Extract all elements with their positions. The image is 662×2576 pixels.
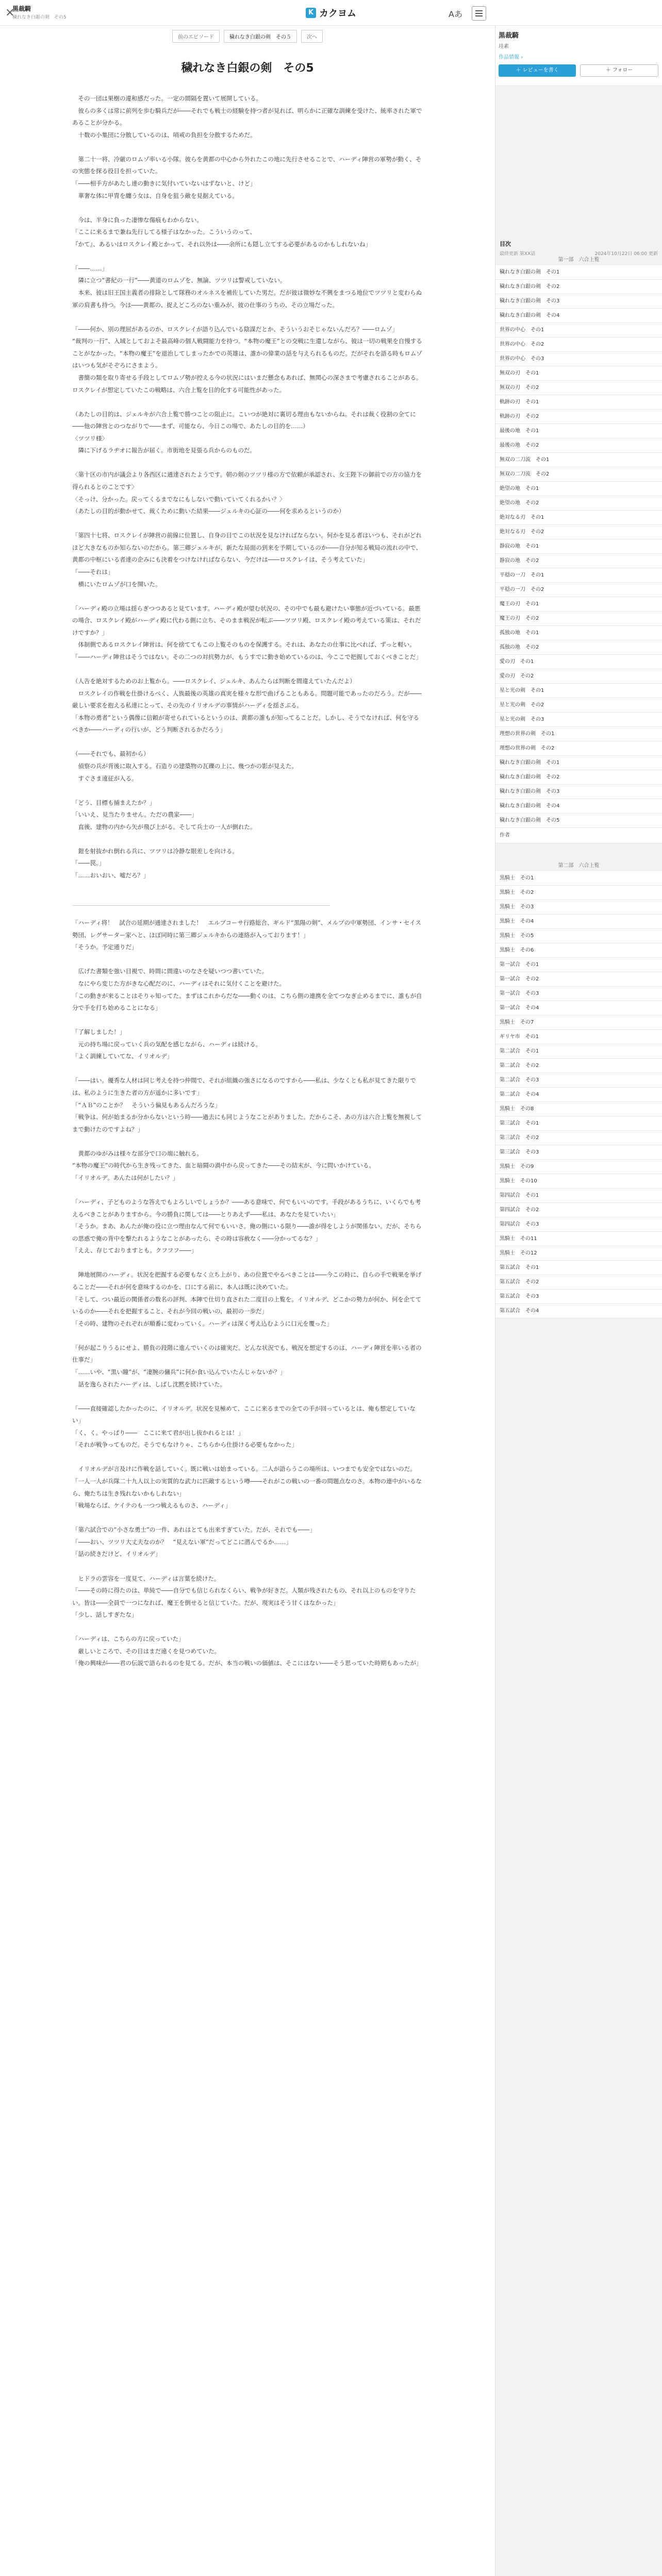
toc-episode-link[interactable]: 星と光の剣 その3 bbox=[495, 713, 662, 727]
toc-episode-link[interactable]: 静寂の地 その1 bbox=[495, 539, 662, 554]
toc-episode-link[interactable]: 黒騎士 その5 bbox=[495, 929, 662, 943]
close-icon[interactable]: × bbox=[5, 6, 15, 19]
toc-episode-link[interactable]: 黒騎士 その8 bbox=[495, 1102, 662, 1116]
toc-episode-link[interactable]: 世界の中心 その1 bbox=[495, 323, 662, 337]
toc-episode-link[interactable]: 絶望の地 その1 bbox=[495, 482, 662, 496]
toc-episode-link[interactable]: 穢れなき白銀の剣 その1 bbox=[495, 756, 662, 770]
episode-nav bbox=[155, 28, 340, 44]
paragraph-spacer bbox=[72, 1451, 423, 1464]
toc-extra-item[interactable]: 作者 bbox=[495, 828, 662, 843]
toc-episode-link[interactable]: 絶望の地 その2 bbox=[495, 496, 662, 511]
toc-episode-link[interactable]: 第三試合 その2 bbox=[495, 1131, 662, 1145]
toc-episode-link[interactable]: 軌跡の刃 その1 bbox=[495, 395, 662, 410]
sidebar bbox=[495, 26, 662, 2576]
toc-episode-link[interactable]: 魔王の刃 その2 bbox=[495, 612, 662, 626]
toc-episode-link[interactable]: 第三試合 その3 bbox=[495, 1145, 662, 1160]
body-paragraph: “裁判の一行”、入域としておよそ最高峰の個人戦闘能力を持つ。“本物の魔王”との交戦に生還しながら、彼は一切の戦果を自慢することがなかった。“本物の魔王”を退治してしまったかでの英雄は、誰かの偉業の話を与えられるものだ。だがそれを語る時もロムゾはいつも気がそぞろにさまよう。 bbox=[72, 337, 422, 369]
body-paragraph: 「少し、話しすぎたな」 bbox=[72, 1611, 138, 1619]
paragraph-spacer bbox=[72, 833, 423, 845]
body-paragraph: 「――それは」 bbox=[72, 568, 114, 575]
paragraph-spacer bbox=[72, 250, 423, 263]
scene-separator bbox=[72, 905, 330, 906]
toc-episode-link[interactable]: 第二試合 その2 bbox=[495, 1059, 662, 1073]
toc-episode-link[interactable]: 黒騎士 その12 bbox=[495, 1246, 662, 1261]
toc-episode-link[interactable]: 平穏の一刀 その1 bbox=[495, 568, 662, 583]
paragraph-spacer bbox=[72, 954, 423, 966]
body-paragraph: 「……いや、“黒い瞳”が、“凄腕の傭兵”に何か食い込んでいたんじゃないか？」 bbox=[72, 1368, 286, 1376]
paragraph-spacer bbox=[72, 457, 423, 469]
toc-section-heading: 第二部 六合上覧 bbox=[495, 861, 662, 871]
paragraph-spacer bbox=[72, 590, 423, 603]
body-paragraph: （あたしの目的は、ジェルキが六合上覧で勝つことの阻止に。こいつが絶対に裏切る理由もないからね。それは裁く役割の全てに――他の陣営とのつながりで――まず、可能なら、今日この場で、あたしの目的を……） bbox=[72, 410, 416, 430]
toc-episode-link[interactable]: 第一試合 その2 bbox=[495, 972, 662, 987]
body-paragraph: 「く、く。やっぱり―― ここに来て君が出し抜かれるとは！」 bbox=[72, 1429, 244, 1436]
body-paragraph: 偵察の兵が背後に取入する。石造りの建築物の瓦礫の上に、幾つかの影が見えた。 bbox=[72, 762, 297, 770]
body-paragraph: 陣地展開のハーディ。状況を把握する必要もなく立ち上がり、あの位置でやるべきことは――今この時に、自らの手で戦果を挙げることだ――それが何を意味するのかを、口にする前に、本人は既に決めていた。 bbox=[72, 1271, 422, 1291]
toc-episode-link[interactable]: 穢れなき白銀の剣 その3 bbox=[495, 294, 662, 309]
chapter-title: 穢れなき白銀の剣 その5 bbox=[181, 62, 314, 75]
toc-episode-link[interactable]: 静寂の地 その2 bbox=[495, 554, 662, 568]
body-paragraph: 「ハーディ将！ 試合の延期が通達されました！ エルプコーサ行路総合、ギルド“黒陽の剣”、メルプの中軍勢団、インサ・セイス勢団、レグサーター家へと、ほぼ同時に第三卿ジェルキからの連絡が入っております！」 bbox=[72, 919, 421, 939]
body-paragraph: 「話の続きだけど、イリオルデ」 bbox=[72, 1550, 161, 1558]
body-paragraph: 「“ＡＢ”のことか？ そういう偏見もあるんだろうな」 bbox=[72, 1101, 221, 1109]
paragraph-spacer bbox=[72, 1670, 423, 1682]
top-bar bbox=[0, 0, 662, 26]
kakuyomu-logo-icon: K bbox=[306, 8, 316, 18]
paragraph-spacer bbox=[72, 663, 423, 675]
body-paragraph: 元の持ち場に戻っていく兵の気配を感じながら、ハーディは続ける。 bbox=[72, 1040, 262, 1048]
body-paragraph: 「いいえ、見当たりません。ただの農家――」 bbox=[72, 811, 197, 819]
toc-episode-link[interactable]: 平穏の一刀 その2 bbox=[495, 583, 662, 597]
body-paragraph: “本物の魔王”の時代から生き残ってきた、血と暗闘の渦中から戻ってきた――その結末が、今に問いかけている。 bbox=[72, 1162, 375, 1170]
body-paragraph: 「――おい、ツツリ大丈夫なのか？ “見えない軍”だってどこに潜んでるか……」 bbox=[72, 1538, 292, 1546]
body-paragraph: 「俺の興味が――君の伝説で語られるのを見てる。だが、本当の戦いの価値は、そこにはない――そう思っていた時期もあったが」 bbox=[72, 1659, 422, 1667]
write-review-button[interactable]: ＋ レビューを書く bbox=[499, 64, 576, 77]
toc-episode-link[interactable]: 第一試合 その3 bbox=[495, 987, 662, 1001]
body-paragraph: 「ええ、存じておりますとも。クフフフ――」 bbox=[72, 1247, 197, 1255]
toc-label: 目次 bbox=[500, 241, 511, 247]
body-paragraph: 〈そっけ、分かった。戻ってくるまでなにもしないで動いていてくれるかい？〉 bbox=[72, 495, 286, 503]
toc-episode-link[interactable]: 魔王の刃 その1 bbox=[495, 597, 662, 612]
body-paragraph: その一団は果樹の違和感だった。一定の間隔を置いて展開している。 bbox=[72, 95, 262, 102]
toc-episode-link[interactable]: 星と光の剣 その2 bbox=[495, 698, 662, 713]
episode-body bbox=[72, 93, 423, 1682]
paragraph-spacer bbox=[72, 1391, 423, 1403]
table-of-contents bbox=[495, 255, 662, 1318]
body-paragraph: 「――ハーディ陣営はそうではない。その二つの対抗勢力が、もうすでに動き始めているのは、今ここで把握しておくべきことだ」 bbox=[72, 653, 422, 660]
body-paragraph: 隣に立つ“書紀の一行”――黄道のロムゾを、無論、ツツリは警戒していない。 bbox=[72, 277, 286, 284]
toc-episode-link[interactable]: 穢れなき白銀の剣 その2 bbox=[495, 770, 662, 785]
toc-episode-link[interactable]: 星と光の剣 その1 bbox=[495, 684, 662, 698]
paragraph-spacer bbox=[72, 736, 423, 749]
body-paragraph: ヒドラの雲容を一度見て、ハーディは言葉を続けた。 bbox=[72, 1574, 220, 1582]
body-paragraph: なにやら変じた方がきな心配だのに、ハーディはそれに気付くことを避けた。 bbox=[72, 979, 286, 987]
sidebar-author[interactable]: 珪素 bbox=[499, 44, 509, 49]
toc-updated: 最終更新 第XX話 bbox=[500, 251, 536, 257]
toc-episode-link[interactable]: 穢れなき白銀の剣 その3 bbox=[495, 785, 662, 799]
body-paragraph: 〈ツツリ様〉 bbox=[72, 434, 108, 442]
toc-episode-link[interactable]: 第四試合 その3 bbox=[495, 1217, 662, 1232]
toc-episode-link[interactable]: 無双の刃 その2 bbox=[495, 381, 662, 395]
body-paragraph: 広げた書類を強い目視で、時間に間違いのなさを疑いつつ書いていた。 bbox=[72, 968, 268, 975]
toc-episode-link[interactable]: 世界の中心 その3 bbox=[495, 352, 662, 366]
body-paragraph: 体制側であるロスクレイ陣営は、何を捨ててもこの上覧そのものを保護する。それは、あなたの仕事に比べれば、ずっと軽い。 bbox=[72, 641, 416, 649]
body-paragraph: 今は、半身に負った凄惨な傷痕もわからない。 bbox=[72, 216, 203, 224]
paragraph-spacer bbox=[72, 311, 423, 324]
body-paragraph: 「戦争は、何が始まるか分からないという時――過去にも同じようなことがありました。だからこそ、あの方は六合上覧を無視してまで動けたのですよね？」 bbox=[72, 1113, 422, 1133]
toc-episode-link[interactable]: 穢れなき白銀の剣 その5 bbox=[495, 814, 662, 828]
body-paragraph: 「一人一人が兵隊二十九人以上の実質的な武力に匹敵するという噂――それがこの戦いの一番の問題点なのさ。本物の連中がいるなら、俺たちは生き残れないかもしれない」 bbox=[72, 1478, 422, 1497]
toc-episode-link[interactable]: 第五試合 その1 bbox=[495, 1261, 662, 1275]
body-paragraph: 直後、建物の内から矢が飛び上がる。そして兵士の一人が倒れた。 bbox=[72, 823, 256, 831]
site-logo-text: カクヨム bbox=[319, 8, 356, 19]
body-paragraph: 華奢な体に甲冑を纏う女は、自身を狙う敵を見据えている。 bbox=[72, 192, 238, 199]
site-logo[interactable] bbox=[306, 6, 356, 20]
toc-episode-link[interactable]: 第二試合 その1 bbox=[495, 1044, 662, 1059]
body-paragraph: 本来、彼は旧王国主義者の排除として隊務のオルネスを補佐していた男だ。だが彼は微妙な不興をまつる地位でツツリと変わらぬ軍の肩書も持つ。今は――黄都の、捉えどころのない重みが、彼の仕事のうちの、その立場だった。 bbox=[72, 289, 422, 309]
toc-episode-link[interactable]: 黒騎士 その4 bbox=[495, 914, 662, 929]
paragraph-spacer bbox=[72, 1561, 423, 1573]
body-paragraph: 「そして、つい最近の関係者の数名の評判、本陣で仕切り直された二度目の上覧を。イリオルデ、どこかの勢力が何か、何を企てているのか――それを把握すること、それが今回の戦いの、最初の一歩だ」 bbox=[72, 1295, 422, 1315]
toc-episode-link[interactable]: 黒騎士 その7 bbox=[495, 1015, 662, 1030]
body-paragraph: 隣に下げるラヂオに報告が届く。市街地を見張る兵からのものだ。 bbox=[72, 447, 256, 454]
toc-episode-link[interactable]: 愛の刃 その1 bbox=[495, 655, 662, 669]
paragraph-spacer bbox=[72, 1621, 423, 1634]
body-paragraph: 「第六試合での“小さな勇士”の一件、あれはとても出来すぎていた。だが、それでも――」 bbox=[72, 1526, 316, 1534]
toc-episode-link[interactable]: 世界の中心 その2 bbox=[495, 337, 662, 352]
body-paragraph: 「イリオルデ。あんたは何がしたい？」 bbox=[72, 1174, 179, 1181]
body-paragraph: 「何が起こりうるにせよ、勝負の段階に進んでいくのは確実だ。どんな状況でも、戦況を想定するのは、ハーディ陣営を率いる者の仕事だ」 bbox=[72, 1344, 422, 1364]
next-episode-link[interactable]: 次へ bbox=[301, 30, 323, 43]
toc-episode-link[interactable]: 黒騎士 その10 bbox=[495, 1174, 662, 1189]
reader-main bbox=[0, 26, 495, 2576]
work-info-panel bbox=[495, 26, 662, 85]
body-paragraph: （――それでも、最初から） bbox=[72, 750, 150, 758]
toc-date: 2024年10月22日 06:00 更新 bbox=[594, 251, 658, 257]
body-paragraph: 「了解しました！」 bbox=[72, 1028, 126, 1036]
body-paragraph: 十数の小集団に分散しているのは、哨戒の負担を分散するためだ。 bbox=[72, 131, 256, 139]
body-paragraph: 「――……」 bbox=[72, 264, 108, 272]
body-paragraph: 「――直接確認したかったのに、イリオルデ。状況を見極めて、ここに来るまでの全ての手が回っているとは、俺も想定していない」 bbox=[72, 1404, 416, 1425]
toc-episode-link[interactable]: 黒騎士 その6 bbox=[495, 943, 662, 958]
toc-gap bbox=[495, 843, 662, 861]
body-paragraph: 「ここに来るまで兼ね先行してる様子はなかった。こういうのって、 bbox=[72, 228, 256, 236]
body-paragraph: 「どう、目標も捕まえたか？」 bbox=[72, 799, 155, 806]
body-paragraph: 「そうか。予定通りだ」 bbox=[72, 943, 138, 951]
toc-episode-link[interactable]: 第二試合 その4 bbox=[495, 1088, 662, 1102]
toc-episode-link[interactable]: 黒騎士 その2 bbox=[495, 886, 662, 900]
paragraph-spacer bbox=[72, 1136, 423, 1148]
toc-episode-link[interactable]: 理想の世界の剣 その2 bbox=[495, 741, 662, 756]
paragraph-spacer bbox=[72, 1063, 423, 1075]
body-paragraph: ロスクレイの作戦を仕掛けるべく、人族最後の英雄の真実を様々な形で曲げることもある。問題可能であったのだろう。だが――厳しい要求を抱える私達にとって、その先のイリオルデの事情がハーディを揺さぶる。 bbox=[72, 689, 422, 709]
toc-episode-link[interactable]: 孤独の地 その2 bbox=[495, 640, 662, 655]
toc-episode-link[interactable]: 理想の世界の剣 その1 bbox=[495, 727, 662, 741]
toc-episode-link[interactable]: ギリヤ市 その1 bbox=[495, 1030, 662, 1044]
episode-subtitle-header: 穢れなき白銀の剣 その5 bbox=[12, 15, 67, 20]
body-paragraph: 厳しいところで、その目はまだ遠くを見つめていた。 bbox=[72, 1647, 221, 1655]
body-paragraph: 「ハーディ、子どものような答えでもよろしいでしょうか？――ある意味で、何でもいいのです。手段があるうちに、いくらでも考えるべきことがありますから。今の勝負に関しては――とりあえず――私は、あなたを見ていたい」 bbox=[72, 1198, 421, 1218]
toc-episode-link[interactable]: 無双の二刀流 その2 bbox=[495, 467, 662, 482]
body-paragraph: 黄都のゆがみは様々な部分で口の端に触れる。 bbox=[72, 1149, 203, 1157]
toc-episode-link[interactable]: 第五試合 その3 bbox=[495, 1290, 662, 1304]
toc-episode-link[interactable]: 第一試合 その1 bbox=[495, 958, 662, 972]
body-paragraph: 話を逸らされたハーディは、しばし沈黙を続けていた。 bbox=[72, 1380, 226, 1388]
toc-episode-link[interactable]: 黒騎士 その11 bbox=[495, 1232, 662, 1246]
body-paragraph: 「この動きが来ることはそりゃ知ってた。まずはこれからだな――動くのは、こちら側の連携を全てつなぎ止めるまでに、誰もが自分で手を打ち始めることになる」 bbox=[72, 992, 422, 1012]
paragraph-spacer bbox=[72, 882, 423, 894]
menu-icon[interactable] bbox=[472, 6, 486, 21]
toc-episode-link[interactable]: 第五試合 その4 bbox=[495, 1304, 662, 1318]
sidebar-work-title[interactable]: 黒裁騎 bbox=[499, 32, 519, 40]
toc-episode-link[interactable]: 最後の地 その2 bbox=[495, 438, 662, 453]
body-paragraph: すぐさま遠征が入る。 bbox=[72, 774, 138, 782]
body-paragraph: 「――何か、別の理屈があるのか、ロスクレイが語り込んでいる陰謀だとか、そういうおそじゃないんだろ？――ロムゾ」 bbox=[72, 325, 398, 333]
body-paragraph: イリオルデが言及けに作戦を話していく。既に戦いは始まっている。二人が語らうこの場所は、いつまでも安全ではないのだ。 bbox=[72, 1465, 416, 1473]
toc-episode-link[interactable]: 無双の二刀流 その1 bbox=[495, 453, 662, 467]
toc-episode-link[interactable]: 第三試合 その1 bbox=[495, 1116, 662, 1131]
paragraph-spacer bbox=[72, 141, 423, 154]
body-paragraph: 「――罠。」 bbox=[72, 859, 105, 867]
toc-section-heading: 第一部 六合上覧 bbox=[495, 255, 662, 265]
toc-episode-link[interactable]: 絶対なる刃 その1 bbox=[495, 511, 662, 525]
toc-episode-link[interactable]: 孤独の地 その1 bbox=[495, 626, 662, 640]
body-paragraph: 「よく訓練していてな、イリオルデ」 bbox=[72, 1053, 173, 1060]
body-paragraph: （人告を絶対するためのお上覧から。――ロスクレイ、ジェルキ、あんたらは判断を間違えていたんだよ） bbox=[72, 677, 356, 685]
header-tools bbox=[449, 6, 486, 21]
body-paragraph: 「――相手方があたし達の動きに気付いていないはずないと、けど」 bbox=[72, 179, 256, 187]
body-paragraph: 「ハーディは、こちらの方に戻っていた」 bbox=[72, 1635, 185, 1643]
paragraph-spacer bbox=[72, 1184, 423, 1197]
paragraph-spacer bbox=[72, 1512, 423, 1524]
body-paragraph: 「第四十七将、ロスクレイが陣営の前線に位置し、自身の目でこの状況を見なければならない。何かを見る者はいつも、それがどれほど大きなものか知らないのだから。第三卿ジェルキが、新たな局面の到来を予期しているのか――自分が知る戦局の流れの中で、黄都の中枢にいる者達の企みにも決着をつけなければならない、今だけは――ロスクレイは、そう考えていた」 bbox=[72, 532, 422, 564]
paragraph-spacer bbox=[72, 518, 423, 530]
toc-episode-link[interactable]: 黒騎士 その3 bbox=[495, 900, 662, 914]
body-paragraph: 「……おいおい、嘘だろ？」 bbox=[72, 872, 150, 879]
site-logo-wrap bbox=[0, 6, 662, 20]
body-paragraph: 「――その時に得たのは、単純で――自分でも信じられなくらい、戦争が好きだ。人類が残されたもの、それ以上のものを守りたい。皆は――全員で一つになれば、魔王を倒せると信じていた。だが、現実はそう甘くはなかった」 bbox=[72, 1587, 416, 1606]
body-paragraph: （あたしの目的が動かせて、裁くために動いた結果――ジェルキの心証の――何を求めるというのか） bbox=[72, 507, 345, 515]
body-paragraph: 「本物の勇者”という偶像に信頼が寄せられているというのは、黄都の誰もが知ってることだ。しかし、そうでなければ、何を守るべきか――ハーディの行いが、どう判断されるかだろう」 bbox=[72, 714, 419, 734]
toc-episode-link[interactable]: 無双の刃 その1 bbox=[495, 366, 662, 381]
paragraph-spacer bbox=[72, 1330, 423, 1342]
body-paragraph: 横にいたロムゾが口を開いた。 bbox=[72, 580, 161, 588]
body-paragraph: 彼らの多くは常に前列を歩む騎兵だが――それでも戦士の経験を持つ者が見れば、明らかに正確な訓練を受けた、統率された軍であることが分かる。 bbox=[72, 107, 422, 127]
toc-episode-link[interactable]: 穢れなき白銀の剣 その4 bbox=[495, 799, 662, 814]
paragraph-spacer bbox=[72, 1257, 423, 1269]
toc-episode-link[interactable]: 第四試合 その1 bbox=[495, 1189, 662, 1203]
toc-episode-link[interactable]: 穢れなき白銀の剣 その1 bbox=[495, 265, 662, 280]
body-paragraph: 〈第十区の市内が議会より各西区に通達されたようです。朝の剣のツツリ様の方で依頼が承認され、女王陛下の御前での方の協力を得られるとのことです〉 bbox=[72, 471, 422, 490]
paragraph-spacer bbox=[72, 396, 423, 409]
sidebar-buttons bbox=[499, 64, 659, 77]
body-paragraph: 「戦場ならば、ケイテのも一つつ戦えるものさ、ハーディ」 bbox=[72, 1502, 231, 1510]
work-title-header[interactable]: 黒裁騎 bbox=[12, 5, 31, 12]
toc-episode-link[interactable]: 絶対なる刃 その2 bbox=[495, 525, 662, 539]
toc-episode-link[interactable]: 第五試合 その2 bbox=[495, 1275, 662, 1290]
toc-episode-link[interactable]: 穢れなき白銀の剣 その4 bbox=[495, 309, 662, 323]
toc-episode-link[interactable]: 軌跡の刃 その2 bbox=[495, 410, 662, 424]
follow-button[interactable]: ＋ フォロー bbox=[580, 64, 658, 77]
toc-episode-link[interactable]: 第二試合 その3 bbox=[495, 1073, 662, 1088]
toc-episode-link[interactable]: 第一試合 その4 bbox=[495, 1001, 662, 1015]
toc-episode-link[interactable]: 穢れなき白銀の剣 その2 bbox=[495, 280, 662, 294]
toc-episode-link[interactable]: 黒騎士 その1 bbox=[495, 871, 662, 886]
font-size-button[interactable]: Aあ bbox=[449, 9, 462, 19]
body-paragraph: 「そうか。まあ、あんたが俺の役に立つ理由なんて何でもいいさ。俺の側にいる限り――誰が得をしようが関係ない。だが、そちらの思惑で俺の背中を撃たれるようなことがあったら、その時は容赦なく――分かってるな？」 bbox=[72, 1223, 422, 1242]
body-paragraph: 「――はい。優秀な人材は同じ考えを持つ仲間で、それが組織の強さになるのですから――私は、少なくとも私が見てきた限りでは、私のように生きた者の方が遥かに多いです」 bbox=[72, 1077, 416, 1096]
toc-episode-link[interactable]: 黒騎士 その9 bbox=[495, 1160, 662, 1174]
body-paragraph: 書簡の類を取り寄せる手段としてロムゾ勢が控える今の状況にはいまだ懸念もあれば、無関心の深さまで考慮されることがある。ロスクレイが想定していたこの戦略は、六合上覧を目的化する可能性があった。 bbox=[72, 374, 422, 394]
body-paragraph: 『かて』、あるいはロスクレイ殿とかって、それ以外は――余所にも隠し立てする必要があるのかもしれないね」 bbox=[72, 240, 371, 248]
current-episode-label: 穢れなき白銀の剣 その５ bbox=[224, 30, 297, 43]
toc-episode-link[interactable]: 愛の刃 その2 bbox=[495, 669, 662, 684]
work-info-link[interactable]: 作品情報 › bbox=[499, 55, 523, 60]
body-paragraph: 「その時、建物のそれぞれが順番に変わっていく。ハーディは深く考え込むように口元を覆った」 bbox=[72, 1319, 333, 1327]
toc-episode-link[interactable]: 最後の地 その1 bbox=[495, 424, 662, 438]
toc-episode-link[interactable]: 第四試合 その2 bbox=[495, 1203, 662, 1217]
body-paragraph: 第二十一将、冷厳のロムゾ率いる小隊。彼らを黄都の中心から外れたこの地に先行させることで、ハーディ陣営の軍勢が動く、その実態を探る役目を担っていた。 bbox=[72, 155, 422, 175]
body-paragraph: 「それが戦争ってものだ。そうでもなけりゃ、こちらから仕掛ける必要もなかった」 bbox=[72, 1441, 297, 1449]
paragraph-spacer bbox=[72, 202, 423, 214]
prev-episode-link[interactable]: 前のエピソード bbox=[172, 30, 220, 43]
paragraph-spacer bbox=[72, 1014, 423, 1027]
paragraph-spacer bbox=[72, 785, 423, 797]
body-paragraph: 鎧を射抜かれ倒れる兵に、ツツリは冷静な眼差しを向ける。 bbox=[72, 847, 238, 855]
toc-header bbox=[495, 240, 662, 255]
body-paragraph: 「ハーディ殿の立場は揺らぎつつあると見ています。ハーディ殿が望む状況の、その中でも最も避けたい事態が近づいている。最悪の場合、ロスクレイ殿がハーディ殿に代わる側に立ち、そのまま戦況が転ぶ――ツツリ殿、ロスクレイ殿の考えている策は、それだけですか？」 bbox=[72, 604, 421, 636]
